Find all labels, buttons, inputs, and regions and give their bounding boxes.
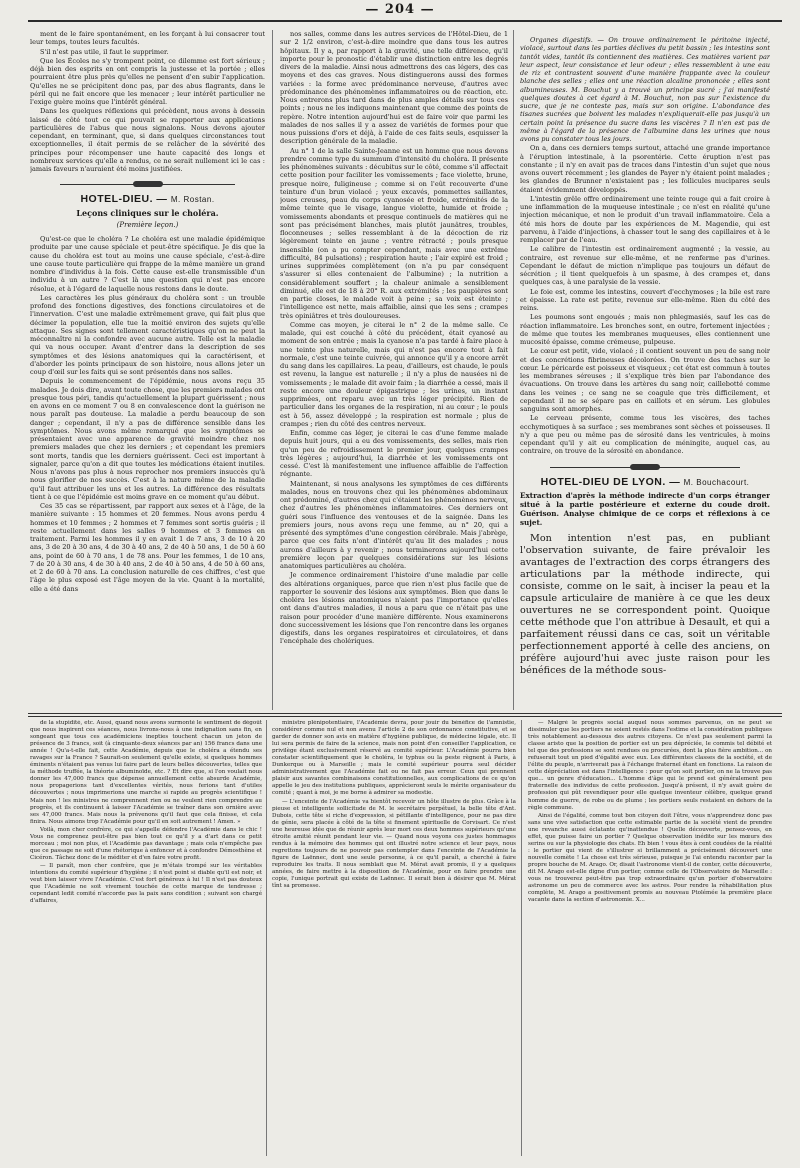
header-rule — [28, 20, 782, 22]
paragraph: Le foie est, comme les intestins, couvert d'ecchymoses ; la bile est rare et épaisse. La rate est petite, revenue sur elle-même. Rien du côté des reins. — [520, 287, 770, 312]
paragraph: Mon intention n'est pas, en publiant l'observation suivante, de faire prévaloir les avantages de l'extraction des corps étrangers des articulations par la méthode indirecte, qui consiste, comme on le sait, à inciser la peau et la capsule articulaire de manière à ce que les deux ouvertures ne se correspondent point. Quoique cette méthode que l'on attribue à Desault, et qui a parfaitement réussi dans ce cas, soit un véritable perfectionnement apporté à celle des anciens, on préfère aujourd'hui avec juste raison pour les bénéfices de la méthode sous- — [520, 532, 770, 676]
paragraph: — L'enceinte de l'Académie va bientôt recevoir un hôte illustre de plus. Grâce à la pieuse et intelligente sollicitude de M. le secrétaire perpétuel, la belle tête d'Ant. Dubois, cette tête si riche d'expression, si pétillante d'intelligence, pour ne pas dire de génie, sera placée à côté de la tête si finement spirituelle de Corvisart. Ce n'est une heureuse idée que de réunir après leur mort ces deux hommes supérieurs qu'une étroite amitié réunit pendant leur vie. — Quand nous voyons ces justes hommages rendus à la mémoire des hommes qui ont illustré notre science et leur pays, nous regrettons toujours de ne pouvoir pas contempler dans l'enceinte de l'Académie la figure de Laënnec, dont une seule personne, à ce qu'il paraît, a cherché à faire reproduire les traits. Il nous semblait que M. Mérat avait promis, il y a quelques années, de faire mettre à la disposition de l'Académie, pour en faire prendre une copie, l'unique portrait qui existe de Laënnec. Il serait bien à désirer que M. Mérat tînt sa promesse. — [272, 798, 516, 890]
paragraph: ministre plénipotentiaire, l'Académie devra, pour jouir du bénéfice de l'amnistie, considérer comme nul et non avenu l'article 2 de son ordonnance constitutive, et se garder de donner son avis en matière d'hygiène publique, de médecine légale, etc. Il lui sera permis de faire de la science, mais non point d'en conseiller l'application, ce privilège étant exclusivement réservé au comité supérieur. L'Académie pourra bien constater scientifiquement que le choléra, le typhus ou la peste règnent à Paris, à Dunkerque ou à Marseille ; mais le comité supérieur pourra seul décider administrativement que l'Académie fait ou ne fait pas erreur. Ceux qui prennent plaisir aux savantes combinaisons constitutionnelles, aux complications de ce qu'on appelle le jeu des institutions publiques, apprécieront seuls le mérite organisateur du comité ; quant à moi, je me borne à admirer sa modestie. — [272, 720, 516, 797]
lesson-label: (Première leçon.) — [116, 220, 179, 229]
section-subtitle: Leçons cliniques sur le choléra. — [76, 207, 219, 218]
paragraph: — Malgré le progrès social auquel nous sommes parvenus, on ne peut se dissimuler que les portiers ne soient restés dans l'estime et la considération publiques très notablement au-dessous des autres citoyens. Ce n'est pas seulement parmi la classe aristo que la position de portier est un peu dépréciée, le commis tel débité et tel que des professions se sont rendues ou procurées, dont la plus fière ambition... on refuserait tout un pied d'égalité avec eux. Les différentes classes de la société, et de l'élite du peuple, n'arriverait pas à l'échange fraternel étant en fonctions. La raison de cette dépréciation est dans l'intelligence : pour qu'on soit portier, on ne la trouve pas que... un genre d'éducation... L'homme d'âge qui le prend est généralement peu fraternelle des individus de cette profession. Jusqu'à présent, il n'y avait guère de profession qui pût revendiquer pour elle quelque inventeur célèbre, quelque grand homme de guerre, de robe ou de plume ; les portiers seuls restaient en dehors de la règle commune. — [528, 720, 772, 811]
column-divider — [272, 30, 273, 710]
paragraph: Dans les quelques réflexions qui précèdent, nous avons à dessein laissé de côté tout ce qui pouvait se rapporter aux applications particulières de l'abus que nous signalons. Nous devons ajouter cependant, en terminant, que, si dans quelques circonstances tout exceptionnelles, il était permis de se relâcher de la sévérité des principes pour récompenser une haute capacité des longs et nombreux services qu'elle a rendus, ce ne serait nullement ici le cas : jamais faveurs n'auraient été moins justifiées. — [30, 107, 265, 173]
section-author: M. Bouchacourt. — [683, 477, 750, 487]
paragraph: Enfin, comme cas léger, je citerai le cas d'une femme malade depuis huit jours, qui a eu des vomissements, des selles, mais rien qu'un peu de refroidissement le premier jour, quelques crampes très légères ; aujourd'hui, la diarrhée et les vomissements ont cessé. C'est là manifestement une influence affaiblie de l'affection régnante. — [280, 429, 508, 479]
section-title-text: HOTEL-DIEU. — — [80, 193, 168, 206]
section-title-lyon — [520, 475, 770, 488]
paragraph: On a, dans ces derniers temps surtout, attaché une grande importance à l'éruption intestinale, à la psorentérie. Cette éruption n'est pas constante ; il n'y en avait pas de traces dans l'intestin d'un sujet que nous avons ouvert récemment ; les glandes de Payer n'y étaient point malades ; les glandes de Brunner n'existaient pas ; les follicules mucipares seuls étaient évidemment développés. — [520, 144, 770, 194]
column-divider — [266, 720, 267, 1156]
paragraph: Ainsi de l'égalité, comme tout bon citoyen doit l'être, vous n'apprendrez donc pas sans une vive satisfaction que cette estimable partie de la société vient de prendre une revanche aussi éclatante qu'inattendue ! Quelle découverte, pensez-vous, en effet, que puisse faire un portier ? Quelque observation inédite sur les mœurs des serins ou sur la physiologie des chats. Eh bien ! vous êtes à cent coudées de la réalité : le portier qui vient de s'illustrer si brillamment a précisément découvert une nouvelle comète ! La chose est très sérieuse, puisque je l'ai entendu raconter par la propre bouche de M. Arago. Or, disait l'astronome vient-il de conter, cette découverte, dit M. Arago est-elle digne d'un portier, comme celle de l'Observatoire de Marseille : vous ne trouverez peut-être pas trop extraordinaire qu'un portier d'observatoire astronome un peu de commerce avec les astres. Pour rendre la réhabilitation plus complète, M. Arago a positivement promis au nouveau Ptolémée la première place vacante dans la section d'astronomie. X... — [528, 812, 772, 904]
paragraph: Les caractères les plus généraux du choléra sont : un trouble profond des fonctions digestives, des fonctions circulatoires et de l'innervation. C'est une maladie extrêmement grave, qui fait plus que décimer la population, elle tue la moitié environ des sujets qu'elle attaque. Ses signes sont tellement caractéristiques qu'on ne peut la méconnaître ni la confondre avec aucune autre. Telle est la maladie qui va nous occuper. Avant d'entrer dans la description de ses symptômes et des lésions anatomiques qui la caractérisent, et d'aborder les points principaux de son histoire, nous allons jeter un coup d'œil sur les faits qui se sont présentés dans nos salles. — [30, 293, 265, 376]
column-3 — [520, 36, 770, 716]
paragraph: Organes digestifs. — On trouve ordinairement le péritoine injecté, violacé, surtout dans les parties déclives du petit bassin ; les intestins sont tantôt vides, tantôt ils contiennent des matières. Ces matières varient par leur aspect, leur consistance et leur odeur ; elles ressemblent à une eau de riz et contrastent souvent d'une manière frappante avec la couleur blanche des selles ; elles ont une réaction alcaline prononcée ; elles sont albumineuses. M. Bouchut y a trouvé un principe sucré ; j'ai manifesté quelques doutes à cet égard à M. Bouchut, non pas sur l'existence du sucre, que je ne conteste pas, mais sur son origine. L'abondance des tisanes sucrées que boivent les malades n'expliquerait-elle pas jusqu'à un certain point la présence du sucre dans les viscères ? Il n'en est pas de même à l'égard de la présence de l'albumine dans les urines que nous avons pu constater tous les jours. — [520, 36, 770, 143]
paragraph: S'il n'est pas utile, il faut le supprimer. — [40, 47, 169, 56]
section-title-text: HOTEL-DIEU DE LYON. — — [540, 475, 681, 488]
section-separator — [30, 181, 265, 187]
section-title-hotel-dieu — [30, 195, 265, 204]
feuilleton-rule — [28, 716, 782, 717]
column-divider — [521, 720, 522, 1156]
page-number: — 204 — — [365, 2, 435, 17]
paragraph: — Il paraît, mon cher confrère, que je m'étais trompé sur les véritables intentions du comité supérieur d'hygiène ; il n'est point si diable qu'il est noir, et veut bien laisser vivre l'Académie. C'est fort généreux à lui ! Il n'est pas douteux que l'Académie ne soit vivement touchée de cette marque de tendresse ; cependant ledit comité n'accorde pas la paix sans condition ; suivant son chargé d'affaires, — [30, 862, 262, 905]
paragraph: Que les Écoles ne s'y trompent point, ce dilemme est fort sérieux ; déjà bien des esprits en ont compris la justesse et la portée ; elles pourraient être plus près qu'elles ne pensent d'en subir l'application. Qu'elles ne se précipitent donc pas, par des abus flagrants, dans le péril qui ne fait encore que les menacer ; leur intérêt particulier ne l'exige guère moins que l'intérêt général. — [30, 56, 265, 106]
paragraph: Le calibre de l'intestin est ordinairement augmenté ; la vessie, au contraire, est revenue sur elle-même, et ne renferme pas d'urines. Cependant le défaut de miction n'implique pas toujours un défaut de sécrétion ; il tient quelquefois à un spasme, à des crampes et, dans quelques cas, à une paralysie de la vessie. — [520, 245, 770, 287]
paragraph: Qu'est-ce que le choléra ? Le choléra est une maladie épidémique produite par une cause spéciale et peut-être spécifique. Je dis que la cause du choléra est tout au moins une cause spéciale, c'est-à-dire une cause toute particulière qui frappe de la même manière un grand nombre d'individus à la fois. Cette cause est-elle transmissible d'un individu à un autre ? C'est là une question qui n'est pas encore résolue, et à l'égard de laquelle nous restons dans le doute. — [30, 235, 265, 293]
paragraph: L'intestin grêle offre ordinairement une teinte rouge qui a fait croire à une inflammation de la muqueuse intestinale ; ce n'est en réalité qu'une injection mécanique, et non le produit d'un travail inflammatoire. Cela a été mis hors de doute par les expériences de M. Magendie, qui est parvenu, à l'aide d'injections, à chasser tout le sang des capillaires et à le remplacer par de l'eau. — [520, 194, 770, 244]
paragraph: nos salles, comme dans les autres services de l'Hôtel-Dieu, de 1 sur 2 1/2 environ, c'est-à-dire moindre que dans tous les autres hôpitaux. Il y a, par rapport à la gravité, une telle différence, qu'il importe pour le pronostic d'établir une distinction entre les degrés divers de la maladie. Ainsi nous admettrons des cas légers, des cas moyens et des cas graves. Nous distinguerons aussi des formes variées : la forme avec prédominance nerveuse, d'autres avec prédominance des phénomènes inflammatoires ou de réaction, etc. Nous entrerons plus tard dans de plus amples détails sur tous ces points ; nous ne les indiquons maintenant que comme des points de repère. Notre intention aujourd'hui est de faire voir que parmi les malades de nos salles il y a assez de variétés de formes pour que nous puissions d'ors et déjà, à l'aide de ces faits seuls, esquisser la description générale de la maladie. — [280, 30, 508, 146]
footer-column-1 — [30, 720, 262, 1156]
paragraph: ment de le faire spontanément, en les forçant à lui consacrer tout leur temps, toutes leurs facultés. — [30, 30, 265, 47]
paragraph: Ces 35 cas se répartissent, par rapport aux sexes et à l'âge, de la manière suivante : 15 hommes et 20 femmes. Nous avons perdu 4 hommes et 10 femmes ; 2 hommes et 7 femmes sont sortis guéris ; il reste actuellement dans les salles 9 hommes et 3 femmes en traitement. Parmi les hommes il y en avait 1 de 7 ans, 3 de 10 à 20 ans, 3 de 20 à 30 ans, 4 de 30 à 40 ans, 2 de 40 à 50 ans, 1 de 50 à 60 ans, point de 60 à 70 ans, 1 de 78 ans. Pour les femmes, 1 de 10 ans, 7 de 20 à 30 ans, 4 de 30 à 40 ans, 2 de 40 à 50 ans, 4 de 50 à 60 ans, et 2 de 60 à 70 ans. La conclusion naturelle de ces chiffres, c'est que l'âge le plus exposé est l'âge moyen de la vie. Quant à la mortalité, elle a été dans — [30, 502, 265, 593]
feuilleton-rule — [28, 713, 782, 714]
paragraph: Le cœur est petit, vide, violacé ; il contient souvent un peu de sang noir et des concrétions fibrineuses décolorées. On trouve des taches sur le cœur. Le péricarde est poisseux et visqueux ; cet état est commun à toutes les membranes séreuses ; il s'explique très bien par l'abondance des évacuations. On trouve dans les artères du sang noir, caillebotté comme dans les veines ; ce sang ne se coagule que très difficilement, et cependant il ne se sépare pas en caillots et en sérum. Les globules sanguins sont amorphes. — [520, 347, 770, 413]
paragraph: de la stupidité, etc. Aussi, quand nous avons surmonté le sentiment de dégoût que nous inspirent ces séances, nous livrons-nous à une indignation sans fin, en songeant que tous ces académiciens inepties touchent chacun un jeton de présence de 3 francs, soit (à cinquante-deux séances par an) 156 francs dans une année ! Qu'a-t-elle fait, cette Académie, depuis que le choléra a étendu ses ravages sur la France ? Saurait-on seulement qu'elle existe, si quelques hommes éminents n'étaient pas venus lui faire part de leurs belles découvertes, telles que la méthode truffée, la théorie albuminoïde, etc. ? Et dire que, si l'on voulait nous donner les 47,000 francs que dépense annuellement cette absurde Académie, nous propagerions tant d'excellentes vérités, nous ferions tant d'utiles découvertes ; nous imprimerions une marche si rapide au progrès scientifique ! Mais non ! les ministres ne comprennent rien ou ne veulent rien comprendre au progrès, et ils continuent à laisser l'Académie se traîner dans son ornière avec ses 47,000 francs. Mais nous la prévenons qu'il faut que cela finisse, et cela finira. Nous aimons trop l'Académie pour qu'il en soit autrement ! Amen. » — [30, 720, 262, 825]
section-separator — [520, 464, 770, 470]
paragraph: Au n° 1 de la salle Sainte-Jeanne est un homme que nous devons prendre comme type du summum d'intensité du choléra. Il présente les phénomènes suivants : décubitus sur le côté, comme s'il affectait cette position pour faciliter les vomissements ; face violette, brune, presque noire, fuligineuse ; comme si on l'eût recouverte d'une teinture d'un brun violacé ; yeux excavés, pommettes saillantes, joues creuses, peau du corps cyanosée et froide, extrémités de la même teinte que le visage, langue violette, humide et froide ; vomissements abondants et presque continuels de matières qui ne sont pas précisément blanches, mais plutôt jaunâtres, troubles, floconneuses ; selles ressemblant à de la décoction de riz légèrement teinte en jaune ; ventre rétracté ; pouls presque insensible (on a pu compter cependant, mais avec une extrême difficulté, 84 pulsations) ; respiration haute ; l'air expiré est froid ; urines supprimées complètement (on n'a pu par conséquent s'assurer si elles contenaient de l'albumine) ; la nutrition a considérablement souffert ; la chaleur animale a sensiblement diminué, elle est de 18 à 20° R. aux extrémités ; les paupières sont en partie closes, le malade voit à peine ; sa voix est éteinte ; l'intelligence est nette, mais affaiblie, ainsi que les sens ; crampes très opiniâtres et très douloureuses. — [280, 146, 508, 320]
paragraph: Maintenant, si nous analysons les symptômes de ces différents malades, nous en trouvons chez qui les phénomènes abdominaux ont prédominé, d'autres chez qui c'étaient les phénomènes nerveux, chez d'autres les phénomènes inflammatoires. Ces derniers ont guéri sous l'influence des ventouses et de la saignée. Dans les premiers jours, nous avons reçu une femme, au n° 20, qui a présenté des symptômes d'une congestion cérébrale. Mais j'abrège, parce que ces faits n'ont d'intérêt qu'au lit des malades ; nous aurons d'ailleurs à y revenir ; nous terminerons aujourd'hui cette première leçon par quelques considérations sur les lésions anatomiques particulières au choléra. — [280, 479, 508, 570]
column-divider — [513, 30, 514, 710]
paragraph: Depuis le commencement de l'épidémie, nous avons reçu 35 malades. Je dois dire, avant toute chose, que les premiers malades ont presque tous péri, tandis qu'actuellement la plupart guérissent ; nous en avons en ce moment 7 ou 8 en convalescence dont la guérison ne nous paraît pas douteuse. La maladie a perdu beaucoup de son danger ; cependant, il n'y a pas de différence sensible dans les symptômes. Nous avons même remarqué que les symptômes se présentaient avec une apparence de gravité moindre chez nos premiers malades que chez les derniers ; et cependant les premiers sont morts, tandis que les derniers guérissent. Ceci est important à signaler, parce qu'on a dit que toutes les médications étaient inutiles. Nous n'avons pas plus à nous reprocher nos premiers insuccès qu'à nous glorifier de nos succès. C'est à la nature même de la maladie qu'il faut attribuer les uns et les autres. La différence des résultats tient à ce que l'épidémie est moins grave en ce moment qu'au début. — [30, 377, 265, 501]
paragraph: Comme cas moyen, je citerai le n° 2 de la même salle. Ce malade, qui est couché à côté du précédent, était cyanosé au moment de son entrée ; mais la cyanose n'a pas tardé à faire place à une teinte plus naturelle, mais qui n'est pas encore tout à fait normale, c'est une teinte cuivrée, qui annonce qu'il y a encore arrêt du sang dans les capillaires. La peau, d'ailleurs, est chaude, le pouls est revenu, la langue est naturelle ; il n'y a plus de nausées ni de vomissements ; le malade dit avoir faim ; la diarrhée a cessé, mais il reste encore une douleur épigastrique ; les urines, un instant supprimées, ont reparu avec un très léger précipité. Rien de particulier dans les organes de la respiration, ni au cœur ; le pouls est à 56, assez développé ; la respiration est normale ; plus de crampes ; rien du côté des centres nerveux. — [280, 320, 508, 428]
article-headline: Extraction d'après la méthode indirecte d'un corps étranger situé à la partie postérieure et externe du coude droit. Guérison. Analyse chimique de ce corps et réflexions à ce sujet. — [520, 490, 770, 527]
paragraph: Le cerveau présente, comme tous les viscères, des taches ecchymotiques à sa surface ; ses membranes sont sèches et poisseuses. Il n'y a que peu ou même pas de sérosité dans les ventricules, à moins cependant qu'il y ait eu complication de méningite, auquel cas, au contraire, on trouve de la sérosité en abondance. — [520, 414, 770, 456]
paragraph: Je commence ordinairement l'histoire d'une maladie par celle des altérations organiques, parce que rien n'est plus facile que de rapporter le souvenir des lésions aux symptômes. Bien que dans le choléra les lésions anatomiques n'aient pas l'importance qu'elles ont dans d'autres maladies, il nous a paru que ce n'était pas une raison pour procéder d'une manière différente. Nous examinerons donc successivement les lésions que l'on rencontre dans les organes digestifs, dans les organes respiratoires et circulatoires, et dans l'encéphale des cholériques. — [280, 571, 508, 646]
column-2 — [280, 30, 508, 710]
footer-column-2 — [272, 720, 516, 1156]
paragraph: Les poumons sont engoués ; mais non phlegmasiés, sauf les cas de réaction inflammatoire. Les bronches sont, en outre, fortement injectées ; de même que toutes les membranes muqueuses, elles contiennent une mucosité épaisse, comme crémeuse, pulpeuse. — [520, 313, 770, 346]
paragraph: Voilà, mon cher confrère, ce qui s'appelle défendre l'Académie dans le chic ! Vous ne comprenez peut-être pas bien tout ce qu'il y a d'art dans ce petit morceau ; moi non plus, et l'Académie pas davantage ; mais cela n'empêche pas que ce passage ne soit d'une rhétorique à enfoncer et à confondre Démosthène et Cicéron. Tâchez donc de le méditer et d'en faire votre profit. — [30, 826, 262, 861]
section-author: M. Rostan. — [170, 195, 215, 205]
footer-column-3 — [528, 720, 772, 1156]
column-1 — [30, 30, 265, 710]
